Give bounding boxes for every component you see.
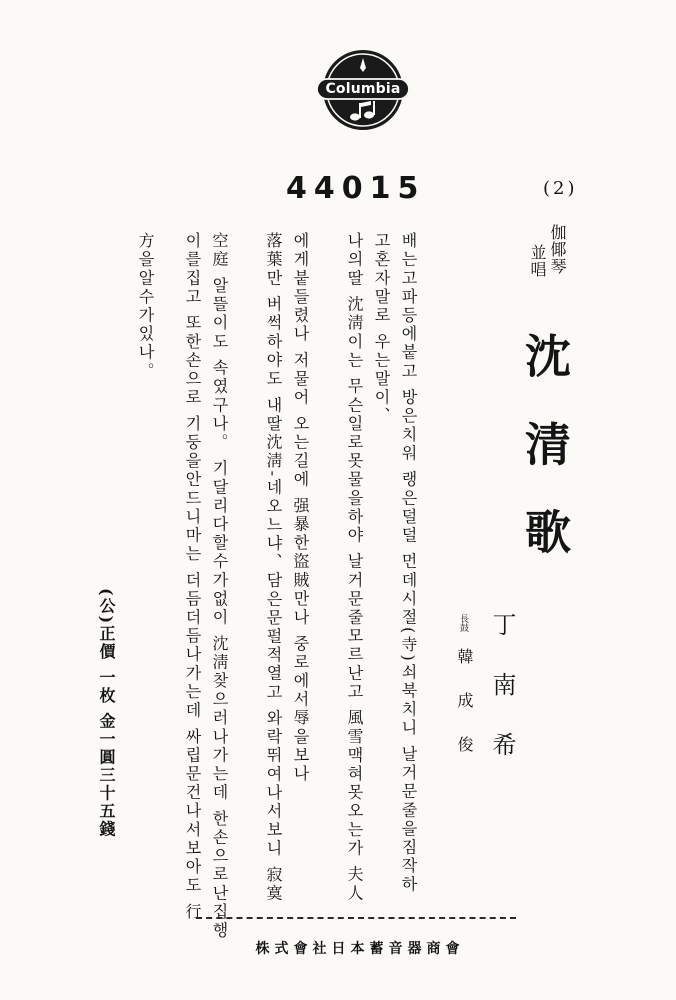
side-number: (2): [543, 178, 578, 199]
lyric-line-7: 이를집고 또한손으로 기둥을안드니마는 더듬더듬나가는데 싸립문건나서보아도 行: [183, 232, 202, 922]
lyric-line-3: 나의딸 沈淸이는 무슨일로못물을하야 날거문줄모르난고 風雪맥혀못오는가 夫人: [345, 232, 364, 903]
price-label: (公)正價 一枚 金一圓三十五錢: [97, 588, 116, 839]
genre-label-line1: 伽倻琴: [548, 224, 567, 275]
lyric-line-8: 方을알수가있나。: [136, 232, 155, 381]
accompanist-name: 韓成俊: [455, 648, 474, 780]
song-title: 沈清歌: [518, 332, 572, 596]
genre-label-line2: 並唱: [528, 244, 547, 278]
composer-name: 丁南希: [488, 612, 516, 792]
columbia-logo: [311, 48, 415, 134]
footer-divider: [196, 917, 516, 919]
accompanist-role: 長鼓: [458, 614, 468, 632]
brand-name: Columbia: [325, 81, 401, 97]
record-number: 44015: [286, 171, 426, 206]
lyric-line-4: 에게붙들렸나 저물어 오는길에 强暴한盜賊만나 중로에서辱을보나: [291, 232, 310, 784]
company-name: 株式會社日本蓄音器商會: [255, 941, 465, 957]
lyric-line-6: 空庭 알뜰이도 속였구나。 기달리다할수가없이 沈淸찾으러나가는데 한손으로난집행: [210, 232, 229, 941]
lyric-line-5: 落葉만 버썩하야도 내딸沈淸-네오느냐、담은문펄적열고 와락뛰여나서보니 寂寞: [264, 232, 283, 904]
lyric-line-2: 고혼자말로 우는말이、: [372, 232, 391, 426]
lyric-line-1: 배는고파등에붙고 방은치워 랭은덜덜 먼데시절(寺)쇠북치니 날거문줄을짐작하: [399, 232, 418, 895]
